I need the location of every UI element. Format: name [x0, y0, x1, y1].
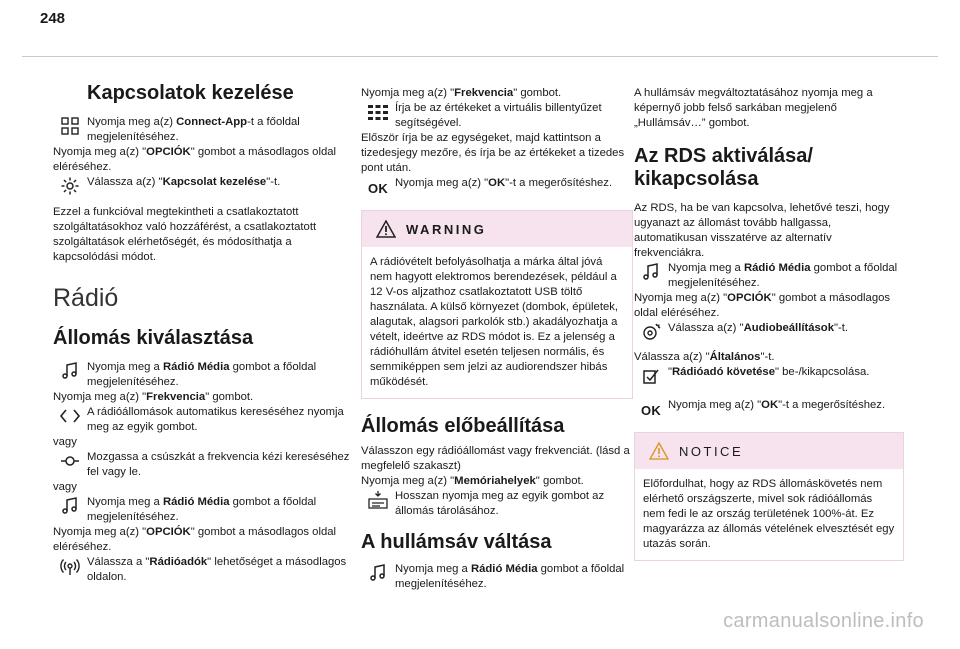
- heading-rds: Az RDS aktiválása/ kikapcsolása: [634, 145, 813, 190]
- step-memoriahelyek: Nyomja meg a(z) "Memóriahelyek" gombot.: [361, 475, 584, 487]
- step-text: Nyomja meg a(z) Connect-App-t a főoldal megjelenítéséhez.: [87, 116, 300, 143]
- heading-allomas-kivalasztasa: Állomás kiválasztása: [53, 327, 254, 349]
- notice-header: [635, 433, 903, 469]
- heading-kapcsolatok: Kapcsolatok kezelése: [87, 82, 294, 104]
- step-ok: [634, 398, 904, 418]
- step-text: Nyomja meg a(z) "OK"-t a megerősítéshez.: [395, 177, 613, 189]
- step-ok: [361, 176, 633, 196]
- warning-body: A rádióvételt befolyásolhatja a márka által jóvá nem hagyott elektromos berendezések, például a 12 V-os aljzathoz csatlakoztatott USB töltő használata. A külső környezet (dombok, épületek, alagutak, alagsori parkolók stb.) akadályozhatja a vételt, ideértve az RDS módot is. Ez a jelenség a rádióhullám átvitel esetén teljesen normális, és semmiképpen sem jelzi az audiorendszer hibás működését.: [370, 256, 619, 388]
- ok-icon: OK: [367, 181, 389, 196]
- step-tarolas: [361, 489, 633, 519]
- step-text: Válassza a(z) "Audiobeállítások"-t.: [668, 322, 849, 334]
- heading-radio: Rádió: [53, 284, 119, 312]
- ok-icon: OK: [640, 403, 662, 418]
- column-3: [634, 86, 904, 561]
- step-connect-app: [87, 115, 359, 145]
- warning-triangle-icon: [376, 220, 396, 238]
- heading-allomas-elobeallitasa: Állomás előbeállítása: [361, 415, 565, 437]
- notice-body: Előfordulhat, hogy az RDS állomáskövetés nem elérhető országszerte, mivel sok rádióállomás nem fedi le az ország területének 100%-át. Ez magyarázza az állomás vételének elvesztését egy utazás során.: [643, 478, 895, 550]
- slider-target-icon: [53, 450, 87, 471]
- step-text: A rádióállomások automatikus kereséséhez nyomja meg az egyik gombot.: [87, 406, 344, 433]
- music-note-icon: [361, 562, 395, 583]
- music-note-icon: [53, 360, 87, 381]
- step-auto-kereses: [87, 405, 359, 435]
- step-text: "Rádióadó követése" be-/kikapcsolása.: [668, 366, 870, 378]
- notice-box: [634, 432, 904, 561]
- step-billentyuzet: [361, 101, 633, 131]
- step-opciok-2: Nyomja meg a(z) "OPCIÓK" gombot a másodlagos oldal eléréséhez.: [53, 526, 337, 553]
- step-radio-media-2: [87, 495, 359, 525]
- page-number: 248: [40, 10, 66, 27]
- chevron-left-right-icon: [53, 405, 87, 426]
- paragraph-hullamsav: A hullámsáv megváltoztatásához nyomja meg a képernyő jobb felső sarkában megjelenő „Hullámsáv…” gombot.: [634, 87, 873, 129]
- step-radio-media: [361, 562, 633, 592]
- column-1: [53, 68, 359, 585]
- heading-hullamsav-valtasa: A hullámsáv váltása: [361, 531, 552, 553]
- preset-store-icon: [361, 489, 395, 510]
- column-2: [361, 86, 633, 592]
- step-text: Nyomja meg a Rádió Média gombot a főoldal megjelenítéséhez.: [87, 496, 317, 523]
- text-vagy: vagy: [53, 481, 77, 493]
- step-radioado-kovetese: [634, 365, 904, 386]
- apps-grid-icon: [53, 115, 87, 136]
- step-audiobeallitasok: [634, 321, 904, 342]
- warning-box: [361, 210, 633, 399]
- warning-title: WARNING: [406, 221, 487, 237]
- watermark: carmanualsonline.info: [723, 610, 924, 632]
- step-text: Írja be az értékeket a virtuális billentyűzet segítségével.: [395, 102, 602, 129]
- step-radio-media: [87, 360, 359, 390]
- keypad-icon: [361, 101, 395, 122]
- step-text: Nyomja meg a(z) "OK"-t a megerősítéshez.: [668, 399, 886, 411]
- step-opciok: Nyomja meg a(z) "OPCIÓK" gombot a másodlagos oldal eléréséhez.: [53, 146, 337, 173]
- step-frekvencia: Nyomja meg a(z) "Frekvencia" gombot.: [53, 391, 254, 403]
- step-frekvencia: Nyomja meg a(z) "Frekvencia" gombot.: [361, 87, 562, 99]
- step-radioadok: [87, 555, 359, 585]
- paragraph-rds-info: Az RDS, ha be van kapcsolva, lehetővé teszi, hogy ugyanazt az állomást tovább hallgassa, automatikusan visszatérve az alternatív frekvenciákra.: [634, 202, 890, 259]
- paragraph-tizedes: Először írja be az egységeket, majd kattintson a tizedesjegy mezőre, és írja be az értékeket a tizedes pont után.: [361, 132, 625, 174]
- gear-icon: [53, 175, 87, 196]
- step-radio-media: [634, 261, 904, 291]
- step-text: Mozgassa a csúszkát a frekvencia kézi kereséséhez fel vagy le.: [87, 451, 350, 478]
- step-opciok: Nyomja meg a(z) "OPCIÓK" gombot a másodlagos oldal eléréséhez.: [634, 292, 891, 319]
- step-text: Hosszan nyomja meg az egyik gombot az állomás tárolásához.: [395, 490, 605, 517]
- warning-header: [362, 211, 632, 247]
- header-divider: [22, 56, 938, 57]
- music-note-icon: [634, 261, 668, 282]
- paragraph-kapcs-info: Ezzel a funkcióval megtekintheti a csatlakoztatott szolgáltatásokhoz való hozzáférést, a csatlakoztatott szolgáltatások elérhetőségét, és módosíthatja a kapcsolódási módot.: [53, 206, 317, 263]
- step-text: Nyomja meg a Rádió Média gombot a főoldal megjelenítéséhez.: [87, 361, 317, 388]
- checkbox-icon: [634, 365, 668, 386]
- audio-settings-icon: [634, 321, 668, 342]
- step-text: Válassza a(z) "Kapcsolat kezelése"-t.: [87, 176, 281, 188]
- text-vagy: vagy: [53, 436, 77, 448]
- step-text: Válassza a "Rádióadók" lehetőséget a másodlagos oldalon.: [87, 556, 347, 583]
- notice-title: NOTICE: [679, 443, 744, 459]
- step-text: Nyomja meg a Rádió Média gombot a főoldal megjelenítéséhez.: [395, 563, 625, 590]
- music-note-icon: [53, 495, 87, 516]
- step-kapcsolat-kezelese: [87, 175, 359, 196]
- step-text: Nyomja meg a Rádió Média gombot a főoldal megjelenítéséhez.: [668, 262, 898, 289]
- step-csuszka: [87, 450, 359, 480]
- radio-antenna-icon: [53, 555, 87, 576]
- paragraph-valasszon: Válasszon egy rádióállomást vagy frekvenciát. (lásd a megfelelő szakaszt): [361, 445, 630, 472]
- step-altalanos: Válassza a(z) "Általános"-t.: [634, 351, 775, 363]
- notice-triangle-icon: [649, 442, 669, 460]
